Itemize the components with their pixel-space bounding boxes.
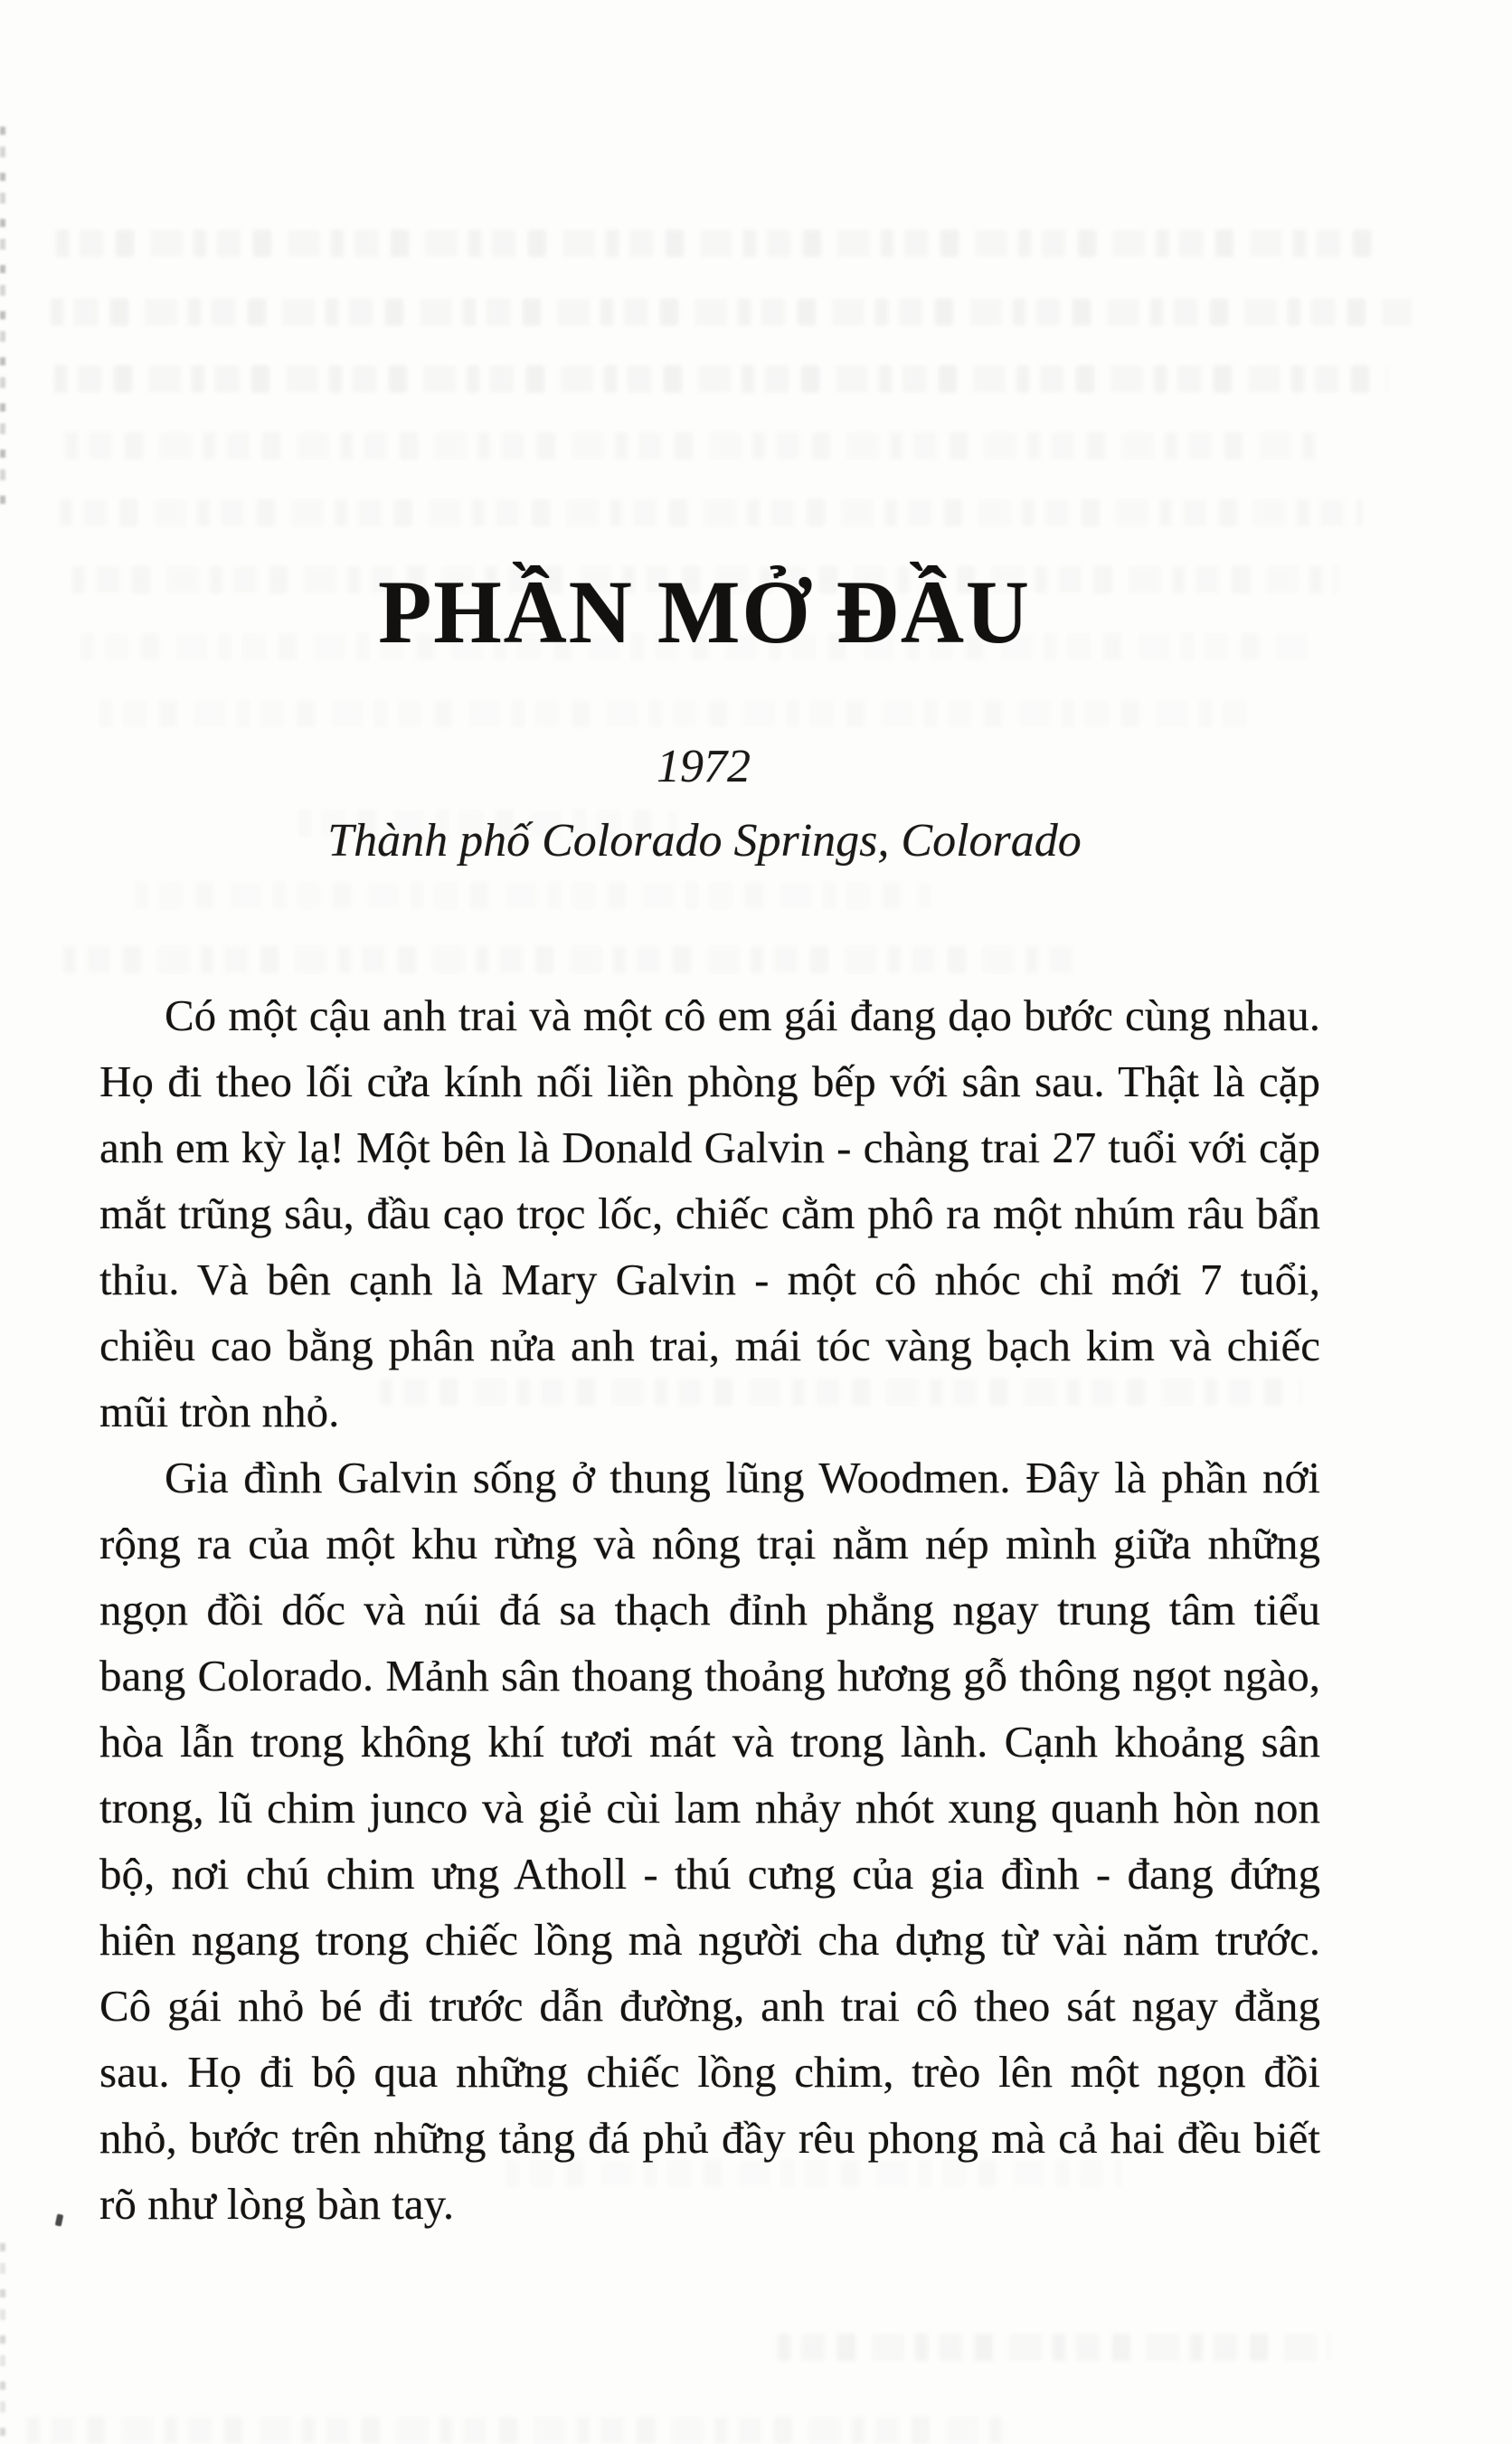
bleedthrough-row: [136, 882, 931, 909]
bleedthrough-row: [51, 298, 1412, 326]
paragraph: Gia đình Galvin sống ở thung lũng Woodmen. Đây là phần nới rộng ra của một khu rừng và nông trại nằm nép mình giữa những ngọn đồi dốc và núi đá sa thạch đỉnh phẳng ngay trung tâm tiểu bang Colorado. Mảnh sân thoang thoảng hương gỗ thông ngọt ngào, hòa lẫn trong không khí tươi mát và trong lành. Cạnh khoảng sân trong, lũ chim junco và giẻ cùi lam nhảy nhót xung quanh hòn non bộ, nơi chú chim ưng Atholl - thú cưng của gia đình - đang đứng hiên ngang trong chiếc lồng mà người cha dựng từ vài năm trước. Cô gái nhỏ bé đi trước dẫn đường, anh trai cô theo sát ngay đằng sau. Họ đi bộ qua những chiếc lồng chim, trèo lên một ngọn đồi nhỏ, bước trên những tảng đá phủ đầy rêu phong mà cả hai đều biết rõ như lòng bàn tay.: [99, 1453, 1320, 2229]
scan-speck: [55, 2213, 64, 2226]
year-heading: 1972: [657, 741, 751, 792]
bleedthrough-row: [99, 700, 1257, 727]
dateline: Thành phố Colorado Springs, Colorado: [327, 815, 1082, 867]
body-text: [99, 982, 1320, 2237]
scan-edge-artifact: [0, 2243, 5, 2442]
chapter-title: PHẦN MỞ ĐẦU: [378, 562, 1031, 662]
bleedthrough-row: [27, 2417, 1013, 2444]
bleedthrough-row: [54, 365, 1388, 393]
bleedthrough-row: [65, 432, 1322, 459]
paragraph: Có một cậu anh trai và một cô em gái đang dạo bước cùng nhau. Họ đi theo lối cửa kính nối liền phòng bếp với sân sau. Thật là cặp anh em kỳ lạ! Một bên là Donald Galvin - chàng trai 27 tuổi với cặp mắt trũng sâu, đầu cạo trọc lốc, chiếc cằm phô ra một nhúm râu bẩn thỉu. Và bên cạnh là Mary Galvin - một cô nhóc chỉ mới 7 tuổi, chiều cao bằng phân nửa anh trai, mái tóc vàng bạch kim và chiếc mũi tròn nhỏ.: [99, 990, 1320, 1436]
bleedthrough-row: [60, 499, 1362, 526]
bleedthrough-row: [63, 946, 1076, 973]
bleedthrough-row: [56, 230, 1385, 257]
scan-edge-artifact: [0, 127, 5, 516]
bleedthrough-row: [778, 2334, 1329, 2361]
